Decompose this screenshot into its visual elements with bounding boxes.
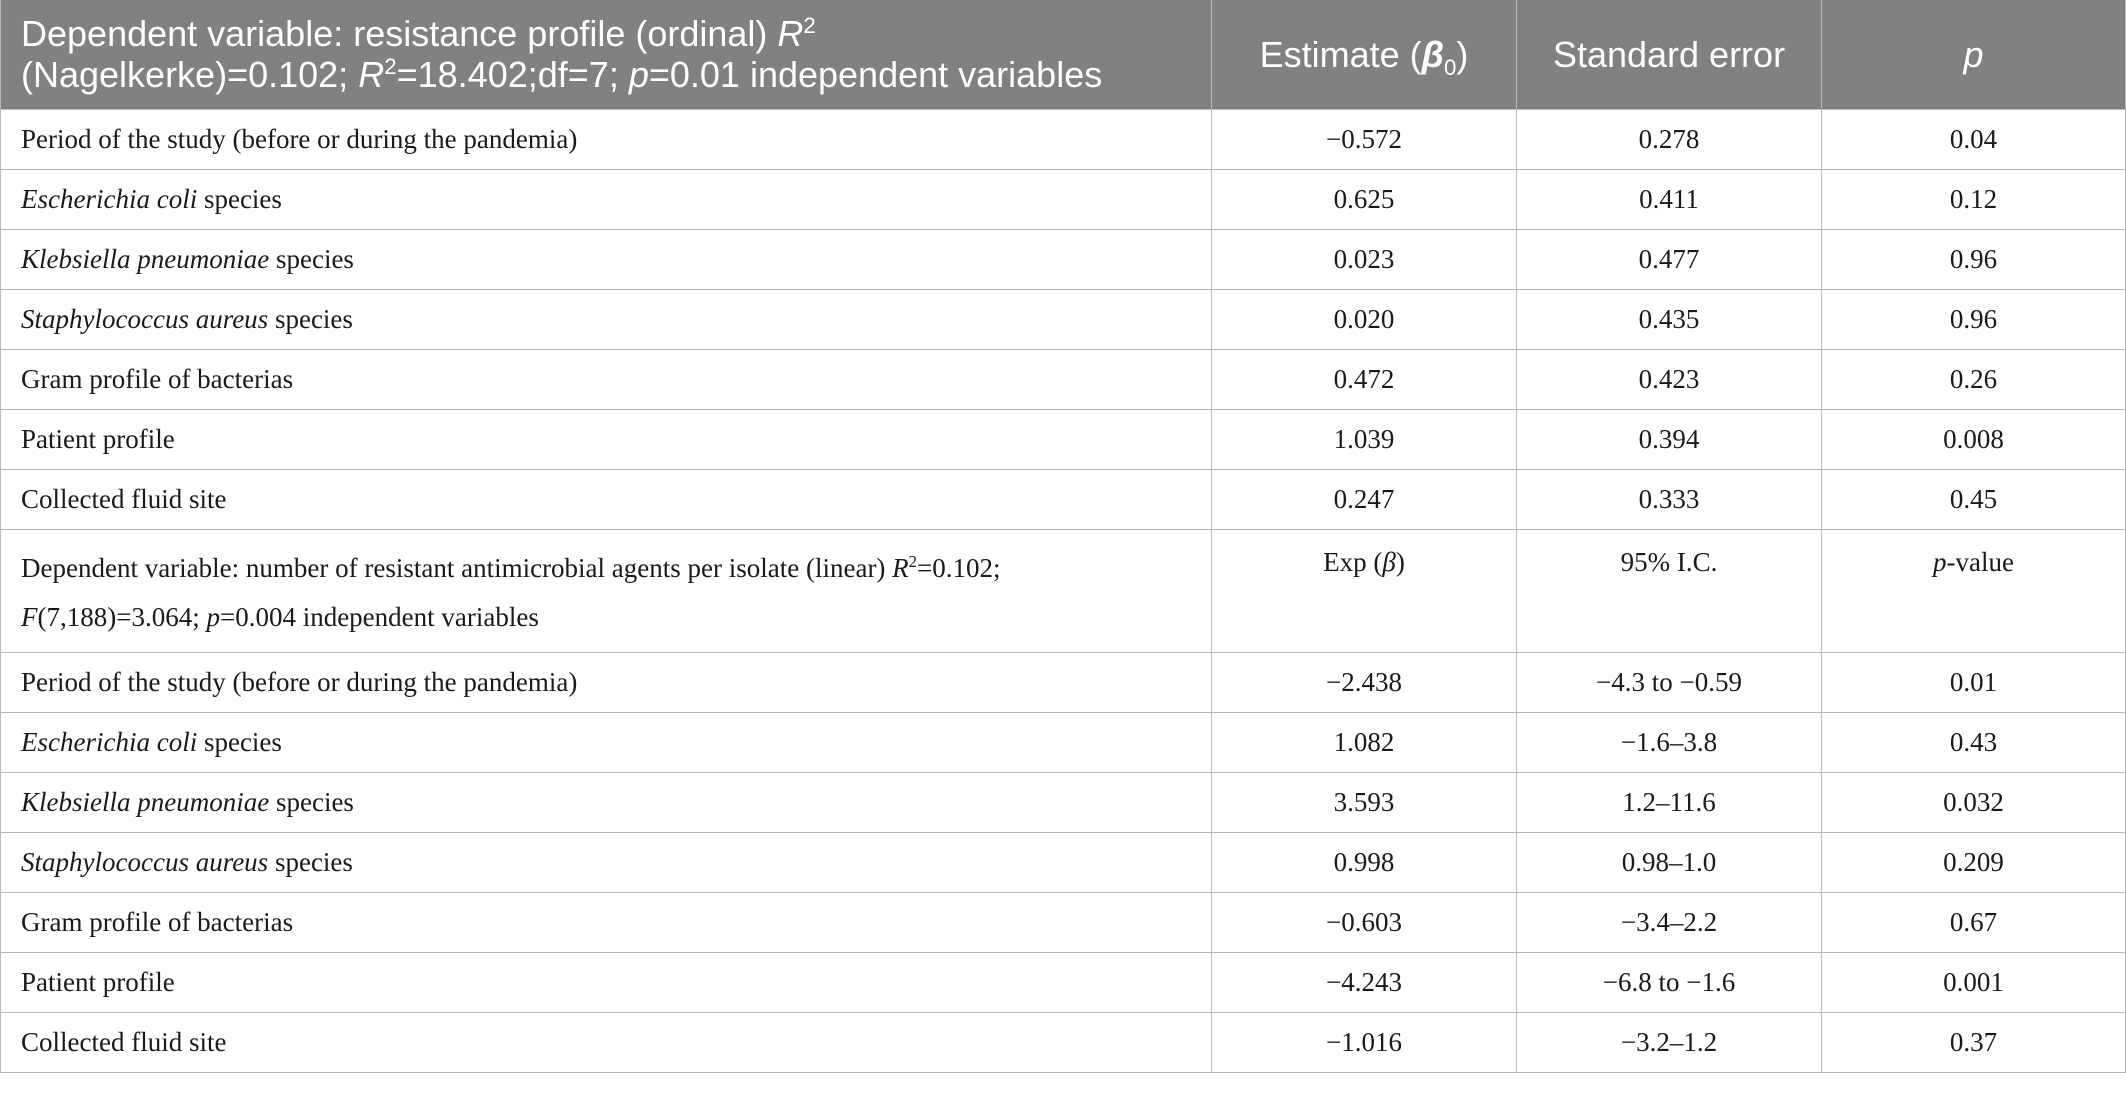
estimate-cell: 0.625 bbox=[1212, 169, 1517, 229]
table-row bbox=[1, 892, 2126, 952]
estimate-cell: −4.243 bbox=[1212, 952, 1517, 1012]
label-suffix: species bbox=[197, 183, 282, 214]
ci-cell: −4.3 to −0.59 bbox=[1517, 652, 1822, 712]
p-cell: 0.032 bbox=[1822, 772, 2126, 832]
p-cell: 0.209 bbox=[1822, 832, 2126, 892]
beta-symbol: β bbox=[1382, 546, 1396, 577]
label-text: Gram profile of bacterias bbox=[21, 363, 294, 394]
header-nagelkerke: (Nagelkerke)=0.102; bbox=[21, 54, 359, 96]
row-label bbox=[1, 652, 1212, 712]
header-p: p bbox=[1822, 0, 2126, 109]
table-row bbox=[1, 772, 2126, 832]
label-italic: Staphylococcus aureus bbox=[21, 303, 269, 334]
estimate-cell: −2.438 bbox=[1212, 652, 1517, 712]
estimate-cell: 0.023 bbox=[1212, 229, 1517, 289]
row-label bbox=[1, 832, 1212, 892]
se-cell: 0.435 bbox=[1517, 289, 1822, 349]
ci-cell: 0.98–1.0 bbox=[1517, 832, 1822, 892]
se-cell: 0.333 bbox=[1517, 469, 1822, 529]
ci-cell: −3.2–1.2 bbox=[1517, 1012, 1822, 1072]
linear-subheader-row bbox=[1, 529, 2126, 652]
p-symbol: p bbox=[628, 54, 649, 96]
beta-subscript: 0 bbox=[1443, 54, 1457, 80]
row-label bbox=[1, 229, 1212, 289]
p-cell: 0.67 bbox=[1822, 892, 2126, 952]
label-suffix: species bbox=[269, 786, 354, 817]
table-row bbox=[1, 712, 2126, 772]
estimate-close: ) bbox=[1456, 33, 1469, 75]
label-text: Patient profile bbox=[21, 966, 175, 997]
estimate-cell: −1.016 bbox=[1212, 1012, 1517, 1072]
row-label bbox=[1, 892, 1212, 952]
estimate-label: Estimate ( bbox=[1259, 33, 1422, 75]
row-label bbox=[1, 772, 1212, 832]
table-row bbox=[1, 409, 2126, 469]
p-cell: 0.12 bbox=[1822, 169, 2126, 229]
table-row bbox=[1, 652, 2126, 712]
pvalue-suffix: -value bbox=[1946, 546, 2014, 577]
label-text: Gram profile of bacterias bbox=[21, 906, 294, 937]
label-italic: Staphylococcus aureus bbox=[21, 846, 269, 877]
row-label bbox=[1, 1012, 1212, 1072]
label-suffix: species bbox=[268, 846, 353, 877]
p-symbol: p bbox=[1933, 546, 1947, 577]
label-italic: Klebsiella pneumoniae bbox=[21, 786, 270, 817]
label-text: Collected fluid site bbox=[21, 1026, 227, 1057]
label-italic: Escherichia coli bbox=[21, 183, 198, 214]
p-symbol: p bbox=[206, 601, 220, 632]
label-suffix: species bbox=[197, 726, 282, 757]
header-chi: =18.402;df=7; bbox=[396, 54, 629, 96]
exp-close: ) bbox=[1395, 546, 1405, 577]
linear-col-ci: 95% I.C. bbox=[1517, 529, 1822, 652]
p-cell: 0.45 bbox=[1822, 469, 2126, 529]
table-row bbox=[1, 1012, 2126, 1072]
linear-col-exp bbox=[1212, 529, 1517, 652]
row-label bbox=[1, 952, 1212, 1012]
r-symbol: R bbox=[892, 552, 909, 583]
linear-col-pvalue bbox=[1822, 529, 2126, 652]
r-symbol: R bbox=[358, 54, 385, 96]
label-text: Period of the study (before or during the pandemia) bbox=[21, 123, 578, 154]
estimate-cell: 0.020 bbox=[1212, 289, 1517, 349]
f-symbol: F bbox=[21, 601, 38, 632]
estimate-cell: 0.472 bbox=[1212, 349, 1517, 409]
linear-tail: =0.004 independent variables bbox=[219, 601, 539, 632]
row-label bbox=[1, 349, 1212, 409]
label-text: Collected fluid site bbox=[21, 483, 227, 514]
table-row bbox=[1, 289, 2126, 349]
linear-f-stat: (7,188)=3.064; bbox=[37, 601, 207, 632]
p-cell: 0.008 bbox=[1822, 409, 2126, 469]
label-text: Patient profile bbox=[21, 423, 175, 454]
se-cell: 0.423 bbox=[1517, 349, 1822, 409]
table-row bbox=[1, 832, 2126, 892]
table-row bbox=[1, 469, 2126, 529]
estimate-cell: −0.572 bbox=[1212, 109, 1517, 169]
se-cell: 0.394 bbox=[1517, 409, 1822, 469]
ci-cell: −3.4–2.2 bbox=[1517, 892, 1822, 952]
exp-label: Exp ( bbox=[1323, 546, 1383, 577]
estimate-cell: 0.247 bbox=[1212, 469, 1517, 529]
label-text: Period of the study (before or during the pandemia) bbox=[21, 666, 578, 697]
table-row bbox=[1, 952, 2126, 1012]
p-cell: 0.37 bbox=[1822, 1012, 2126, 1072]
row-label bbox=[1, 109, 1212, 169]
header-estimate bbox=[1212, 0, 1517, 109]
r-squared-sup: 2 bbox=[803, 12, 816, 38]
p-cell: 0.01 bbox=[1822, 652, 2126, 712]
row-label bbox=[1, 409, 1212, 469]
se-cell: 0.477 bbox=[1517, 229, 1822, 289]
p-cell: 0.001 bbox=[1822, 952, 2126, 1012]
table-row bbox=[1, 229, 2126, 289]
label-italic: Klebsiella pneumoniae bbox=[21, 243, 270, 274]
table-row bbox=[1, 349, 2126, 409]
label-italic: Escherichia coli bbox=[21, 726, 198, 757]
ci-cell: −1.6–3.8 bbox=[1517, 712, 1822, 772]
header-standard-error: Standard error bbox=[1517, 0, 1822, 109]
se-cell: 0.278 bbox=[1517, 109, 1822, 169]
row-label bbox=[1, 169, 1212, 229]
ci-cell: 1.2–11.6 bbox=[1517, 772, 1822, 832]
estimate-cell: 0.998 bbox=[1212, 832, 1517, 892]
p-cell: 0.43 bbox=[1822, 712, 2126, 772]
label-suffix: species bbox=[269, 243, 354, 274]
r-symbol: R bbox=[777, 12, 804, 54]
header-title-line1: Dependent variable: resistance profile (ordinal) bbox=[21, 12, 778, 54]
r-squared-sup: 2 bbox=[384, 54, 397, 80]
ci-cell: −6.8 to −1.6 bbox=[1517, 952, 1822, 1012]
header-tail: =0.01 independent variables bbox=[648, 54, 1103, 96]
table-row bbox=[1, 109, 2126, 169]
p-cell: 0.26 bbox=[1822, 349, 2126, 409]
label-suffix: species bbox=[268, 303, 353, 334]
table-header-row bbox=[1, 0, 2126, 109]
estimate-cell: 1.082 bbox=[1212, 712, 1517, 772]
p-cell: 0.96 bbox=[1822, 289, 2126, 349]
linear-line1: Dependent variable: number of resistant antimicrobial agents per isolate (linear) bbox=[21, 552, 893, 583]
estimate-cell: −0.603 bbox=[1212, 892, 1517, 952]
table-body bbox=[1, 109, 2126, 1072]
linear-r2-value: =0.102; bbox=[917, 552, 1001, 583]
estimate-cell: 3.593 bbox=[1212, 772, 1517, 832]
r-squared-sup: 2 bbox=[908, 551, 918, 571]
p-cell: 0.04 bbox=[1822, 109, 2126, 169]
row-label bbox=[1, 469, 1212, 529]
se-cell: 0.411 bbox=[1517, 169, 1822, 229]
p-cell: 0.96 bbox=[1822, 229, 2126, 289]
table-row bbox=[1, 169, 2126, 229]
row-label bbox=[1, 289, 1212, 349]
linear-dependent-variable bbox=[1, 529, 1212, 652]
header-dependent-variable bbox=[1, 0, 1212, 109]
estimate-cell: 1.039 bbox=[1212, 409, 1517, 469]
row-label bbox=[1, 712, 1212, 772]
beta-symbol: β bbox=[1421, 33, 1444, 75]
